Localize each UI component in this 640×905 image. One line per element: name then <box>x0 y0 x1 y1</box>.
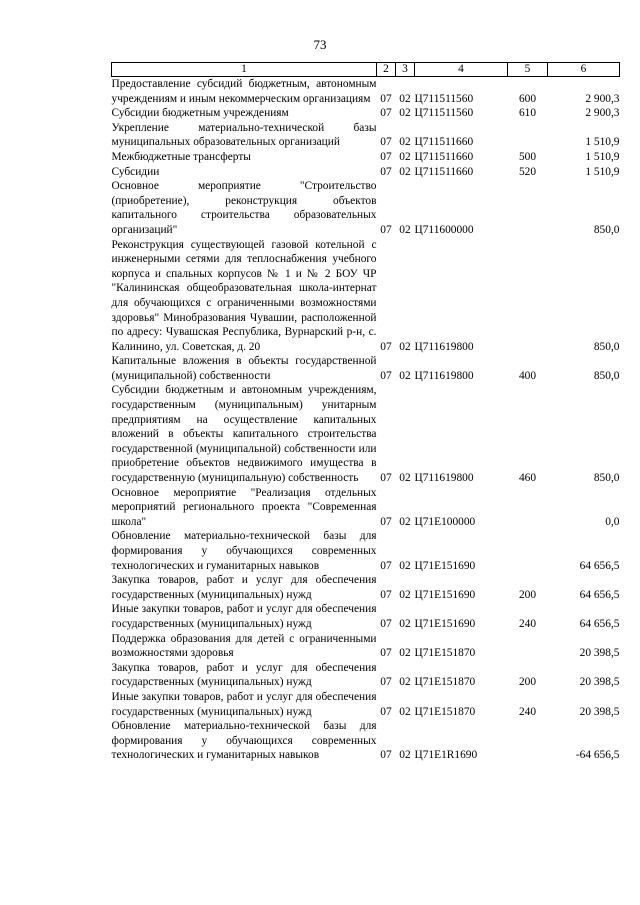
row-subsection-code: 02 <box>399 223 411 236</box>
table-header-row <box>112 63 620 77</box>
row-description: Межбюджетные трансферты <box>111 150 251 163</box>
row-subsection-code: 02 <box>399 676 411 689</box>
row-amount: -64 656,5 <box>575 749 620 762</box>
row-section-code: 07 <box>380 150 392 163</box>
row-target-article: Ц711600000 <box>414 223 474 236</box>
row-expense-type <box>508 529 548 573</box>
row-expense-type: 240 <box>518 617 537 630</box>
row-amount: 1 510,9 <box>585 150 620 163</box>
row-description: Реконструкция существующей газовой котельной с инженерными сетями для теплоснабжения учебного корпуса и спальных корпусов № 1 и № 2 БОУ ЧР "Калининская общеобразовательная школа-интернат для обучающихся с ограниченными возможностями здоровья" Минобразования Чувашии, расположенной по адресу: Чувашская Республика, Вурнарский р-н, с. Калинино, ул. Советская, д. 20 <box>111 238 377 353</box>
row-target-article: Ц71Е1R1690 <box>414 749 478 762</box>
row-target-article: Ц71Е151870 <box>414 705 476 718</box>
row-description: Предоставление субсидий бюджетным, автономным учреждениям и иным некоммерческим организациям <box>111 78 377 105</box>
row-amount: 64 656,5 <box>579 559 620 572</box>
row-section-code: 07 <box>380 472 392 485</box>
table-row <box>112 632 620 661</box>
budget-table <box>111 62 620 763</box>
row-section-code: 07 <box>380 223 392 236</box>
row-target-article: Ц711511660 <box>414 150 474 163</box>
table-row <box>112 150 620 165</box>
row-expense-type <box>508 632 548 661</box>
row-amount: 64 656,5 <box>579 617 620 630</box>
table-row <box>112 529 620 573</box>
row-expense-type: 610 <box>518 107 537 120</box>
row-description: Обновление материально-технической базы для формирования у обучающихся современных технологических и гуманитарных навыков <box>111 530 377 572</box>
row-subsection-code: 02 <box>399 107 411 120</box>
row-subsection-code: 02 <box>399 472 411 485</box>
row-amount: 1 510,9 <box>585 136 620 149</box>
row-target-article: Ц711619800 <box>414 340 474 353</box>
row-section-code: 07 <box>380 705 392 718</box>
row-target-article: Ц711511660 <box>414 136 474 149</box>
table-row <box>112 77 620 107</box>
row-expense-type <box>508 486 548 530</box>
row-amount: 850,0 <box>593 223 620 236</box>
row-section-code: 07 <box>380 165 392 178</box>
row-description: Иные закупки товаров, работ и услуг для обеспечения государственных (муниципальных) нужд <box>111 690 377 718</box>
row-description: Основное мероприятие "Реализация отдельных мероприятий регионального проекта "Современная школа" <box>111 486 377 528</box>
row-expense-type <box>508 719 548 763</box>
row-target-article: Ц711511560 <box>414 92 474 105</box>
row-target-article: Ц71Е100000 <box>414 515 476 528</box>
table-row <box>112 106 620 121</box>
row-amount: 850,0 <box>593 369 620 382</box>
row-subsection-code: 02 <box>399 617 411 630</box>
row-subsection-code: 02 <box>399 705 411 718</box>
row-target-article: Ц711619800 <box>414 472 474 485</box>
row-amount: 2 900,3 <box>585 107 620 120</box>
row-expense-type <box>508 179 548 237</box>
table-row <box>112 121 620 150</box>
table-row <box>112 719 620 763</box>
row-target-article: Ц711511560 <box>414 107 474 120</box>
table-row <box>112 383 620 485</box>
row-subsection-code: 02 <box>399 559 411 572</box>
row-expense-type: 200 <box>518 676 537 689</box>
row-subsection-code: 02 <box>399 92 411 105</box>
page-number: 73 <box>313 37 327 52</box>
table-row <box>112 165 620 180</box>
row-description: Капитальные вложения в объекты государственной (муниципальной) собственности <box>111 355 377 382</box>
row-subsection-code: 02 <box>399 369 411 382</box>
row-section-code: 07 <box>380 340 392 353</box>
row-description: Укрепление материально-технической базы муниципальных образовательных организаций <box>111 121 377 149</box>
table-row <box>112 354 620 383</box>
row-target-article: Ц71Е151870 <box>414 676 476 689</box>
row-subsection-code: 02 <box>399 150 411 163</box>
row-section-code: 07 <box>380 136 392 149</box>
row-subsection-code: 02 <box>399 136 411 149</box>
row-target-article: Ц71Е151690 <box>414 617 476 630</box>
row-amount: 64 656,5 <box>579 588 620 601</box>
row-target-article: Ц711619800 <box>414 369 474 382</box>
header-col-4: 4 <box>415 63 508 77</box>
row-description: Субсидии бюджетным учреждениям <box>111 107 289 120</box>
row-subsection-code: 02 <box>399 647 411 660</box>
table-row <box>112 690 620 719</box>
header-col-3: 3 <box>396 63 415 77</box>
row-expense-type: 500 <box>518 150 537 163</box>
row-amount: 850,0 <box>593 472 620 485</box>
table-row <box>112 661 620 690</box>
table-row <box>112 179 620 237</box>
row-description: Субсидии <box>111 165 160 178</box>
row-section-code: 07 <box>380 588 392 601</box>
row-description: Субсидии бюджетным и автономным учреждениям, государственным (муниципальным) унитарным предприятиям на осуществление капитальных вложений в объекты капитального строительства государственной (муниципальной) собственности или приобретение объектов недвижимого имущества в государственную (муниципальную) собственность <box>111 384 377 485</box>
row-description: Основное мероприятие "Строительство (приобретение), реконструкция объектов капитального строительства образовательных организаций" <box>111 180 377 236</box>
row-section-code: 07 <box>380 515 392 528</box>
row-section-code: 07 <box>380 107 392 120</box>
row-section-code: 07 <box>380 617 392 630</box>
row-subsection-code: 02 <box>399 515 411 528</box>
row-target-article: Ц711511660 <box>414 165 474 178</box>
row-subsection-code: 02 <box>399 165 411 178</box>
row-amount: 20 398,5 <box>579 705 620 718</box>
row-expense-type: 520 <box>518 165 537 178</box>
row-expense-type: 600 <box>518 92 537 105</box>
row-description: Закупка товаров, работ и услуг для обеспечения государственных (муниципальных) нужд <box>111 661 377 689</box>
row-amount: 2 900,3 <box>585 92 620 105</box>
row-amount: 1 510,9 <box>585 165 620 178</box>
row-description: Иные закупки товаров, работ и услуг для обеспечения государственных (муниципальных) нужд <box>111 603 377 630</box>
row-subsection-code: 02 <box>399 340 411 353</box>
row-target-article: Ц71Е151690 <box>414 559 476 572</box>
row-subsection-code: 02 <box>399 749 411 762</box>
row-expense-type: 400 <box>518 369 537 382</box>
row-description: Поддержка образования для детей с ограниченными возможностями здоровья <box>111 632 377 660</box>
table-row <box>112 238 620 355</box>
row-section-code: 07 <box>380 676 392 689</box>
table-row <box>112 602 620 631</box>
row-amount: 20 398,5 <box>579 676 620 689</box>
row-section-code: 07 <box>380 559 392 572</box>
row-section-code: 07 <box>380 369 392 382</box>
row-expense-type <box>508 121 548 150</box>
row-amount: 20 398,5 <box>579 647 620 660</box>
row-amount: 850,0 <box>593 340 620 353</box>
row-section-code: 07 <box>380 92 392 105</box>
header-col-6: 6 <box>548 63 620 77</box>
table-row <box>112 573 620 602</box>
row-description: Закупка товаров, работ и услуг для обеспечения государственных (муниципальных) нужд <box>111 574 377 601</box>
row-subsection-code: 02 <box>399 588 411 601</box>
row-expense-type <box>508 238 548 355</box>
row-expense-type: 240 <box>518 705 537 718</box>
row-target-article: Ц71Е151690 <box>414 588 476 601</box>
header-col-1: 1 <box>112 63 377 77</box>
row-section-code: 07 <box>380 647 392 660</box>
header-col-2: 2 <box>377 63 396 77</box>
row-expense-type: 460 <box>518 472 537 485</box>
table-row <box>112 486 620 530</box>
row-description: Обновление материально-технической базы для формирования у обучающихся современных технологических и гуманитарных навыков <box>111 720 377 762</box>
header-col-5: 5 <box>508 63 548 77</box>
row-expense-type: 200 <box>518 588 537 601</box>
row-target-article: Ц71Е151870 <box>414 647 476 660</box>
row-section-code: 07 <box>380 749 392 762</box>
row-amount: 0,0 <box>605 515 620 528</box>
